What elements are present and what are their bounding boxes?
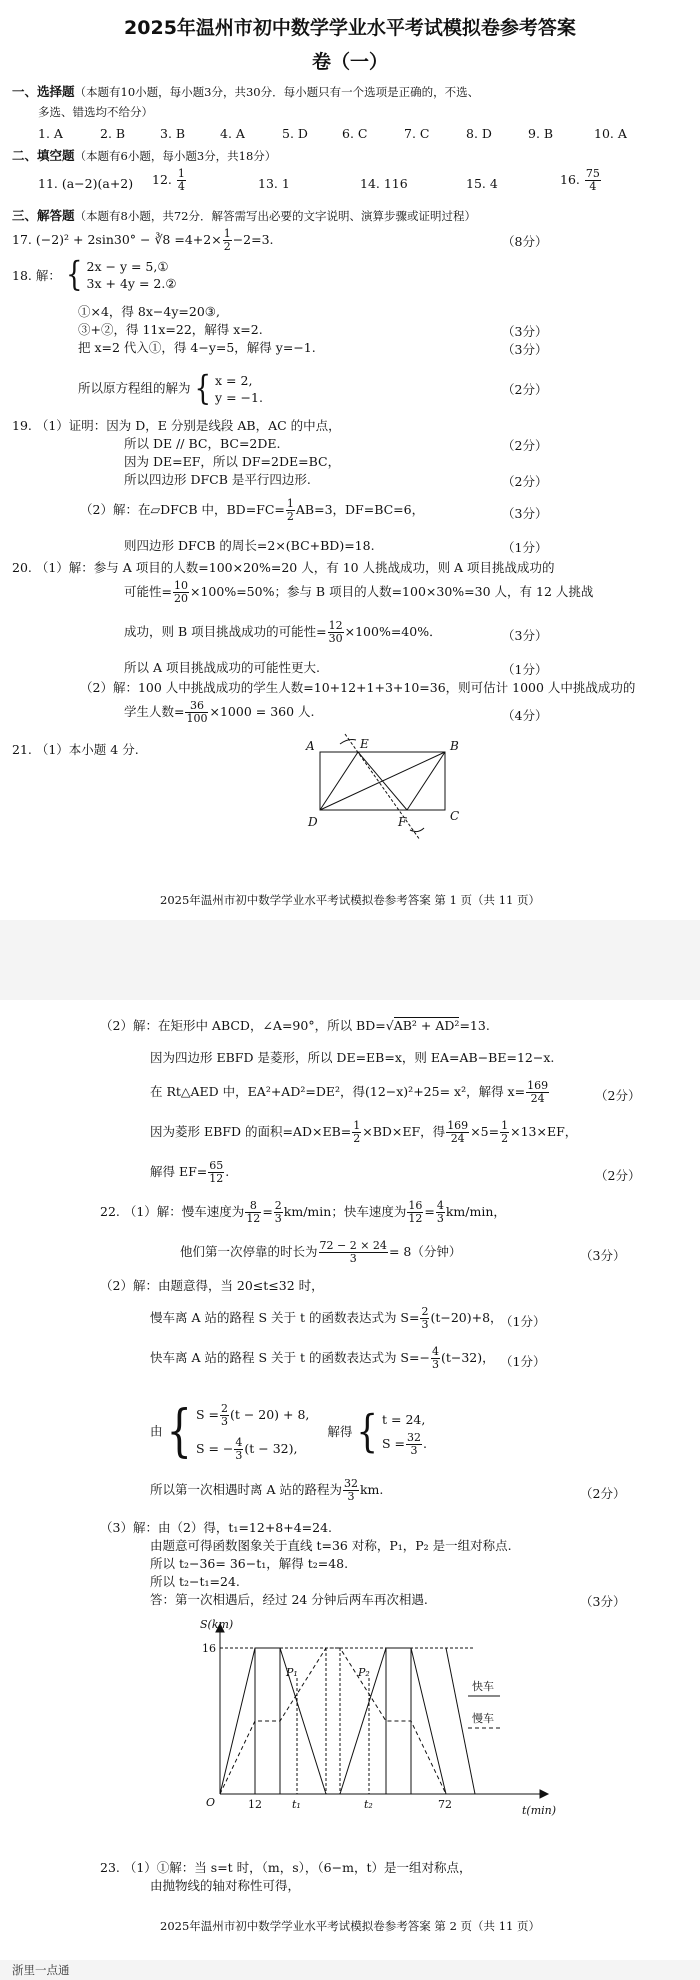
q22-text-end: = 8（分钟） [388, 1244, 462, 1259]
q21-text-end: ×13×EF， [510, 1124, 578, 1139]
page-footer: 2025年温州市初中数学学业水平考试模拟卷参考答案 第 1 页（共 11 页） [160, 893, 540, 907]
q22-part-2: （2）解：由题意得，当 20≤t≤32 时， [100, 1278, 324, 1293]
q21-text: ×5= [470, 1124, 500, 1139]
eq-lhs: S = [382, 1435, 406, 1451]
q21-part-2-step-5: 解得 EF= $\frac{65}{12}$ . [150, 1159, 230, 1185]
fraction [420, 1306, 429, 1331]
q22-text-end: (t−20)+8， [430, 1310, 503, 1325]
fraction [234, 1437, 243, 1462]
q18-step-2: ③+②，得 11x=22，解得 x=2. [78, 322, 263, 337]
slow-train-line [220, 1648, 446, 1794]
fraction [223, 228, 232, 253]
numerator: 1 [177, 167, 185, 180]
q22-text: 由 [150, 1423, 163, 1439]
fraction [319, 1240, 388, 1265]
solution-stack [215, 372, 263, 406]
score-badge: （3分） [580, 1594, 626, 1609]
numerator: 75 [585, 167, 600, 180]
brace-icon: { [194, 369, 212, 409]
numerator: 65 [209, 1159, 224, 1172]
q21-part-2-step-3 [150, 1080, 550, 1105]
q22-text: 所以第一次相遇时离 A 站的路程为 [150, 1482, 342, 1497]
brace-icon: { [356, 1406, 379, 1458]
denominator: 4 [177, 180, 185, 193]
fill-number: 12. [152, 172, 172, 187]
eq-lhs: S = − [195, 1441, 234, 1456]
fraction [500, 1120, 509, 1145]
q22-answer: 答：第一次相遇后，经过 24 分钟后两车再次相遇. [150, 1592, 428, 1607]
q20-text: 成功，则 B 项目挑战成功的可能性= [124, 624, 327, 639]
score-badge: （3分） [502, 324, 548, 339]
q21-text: 解得 EF= [150, 1164, 208, 1179]
score-badge: （1分） [500, 1354, 546, 1369]
label-b: B [450, 739, 459, 753]
perpendicular-bisector [345, 734, 420, 840]
q18-step-1: ①×4，得 8x−4y=20③, [78, 304, 220, 319]
section-3-desc: （本题有8小题，共72分．解答需写出必要的文字说明、演算步骤或证明过程） [74, 209, 476, 223]
q19-text: （2）解：在▱DFCB 中，BD=FC= [80, 502, 285, 517]
numerator: 10 [173, 579, 188, 592]
eq-lhs: S = [195, 1407, 219, 1422]
section-2-header [12, 148, 276, 164]
q18-step-4 [78, 369, 263, 409]
x-tick-72: 72 [438, 1798, 452, 1811]
denominator: 24 [530, 1092, 545, 1105]
q20-step-2 [124, 580, 593, 605]
q19-step-3: 因为 DE=EF，所以 DF=2DE=BC， [124, 454, 341, 469]
sqrt-icon: √ [385, 1018, 394, 1033]
numerator: 72 − 2 × 24 [319, 1239, 387, 1252]
q22-text: 他们第一次停靠的时长为 [180, 1244, 318, 1259]
fraction [446, 1120, 469, 1145]
mc-answer: 3. B [160, 126, 186, 141]
q20-text-end: ×100%=50%；参与 B 项目的人数=100×30%=30 人，有 12 人挑战 [189, 584, 594, 599]
denominator: 12 [408, 1212, 423, 1225]
numerator: 32 [407, 1430, 422, 1444]
q17-text-end: −2=3. [232, 232, 274, 247]
numerator: 1 [223, 227, 231, 240]
score-badge: （4分） [502, 708, 548, 723]
legend-fast-label: 快车 [472, 1680, 494, 1693]
q22-text-end: km/min， [445, 1204, 506, 1219]
fraction [585, 168, 601, 193]
result: t = 24, [382, 1411, 426, 1427]
numerator: 2 [274, 1199, 282, 1212]
segment-ef [358, 752, 407, 810]
q21-part-2-step-1 [100, 1018, 490, 1034]
y-axis-label: S(km) [200, 1618, 234, 1631]
equation: 2x − y = 5,① [86, 259, 169, 274]
fraction [274, 1200, 283, 1225]
denominator: 3 [220, 1415, 228, 1428]
page-subtitle: 卷（一） [311, 51, 388, 73]
q22-text: 解得 [327, 1423, 353, 1439]
score-badge: （3分） [502, 506, 548, 521]
q20-step-1: 20. （1）解：参与 A 项目的人数=100×20%=20 人，有 10 人挑战成功，则 A 项目挑战成功的 [12, 560, 555, 575]
equation: 3x + 4y = 2.② [86, 276, 177, 291]
score-badge: （3分） [502, 342, 548, 357]
denominator: 20 [173, 592, 188, 605]
q19-step-2: 所以 DE // BC，BC=2DE. [124, 436, 281, 451]
q18-system [66, 255, 177, 295]
result: S = $\frac{32}{3}$ . [382, 1430, 428, 1457]
arc-mark [340, 740, 356, 745]
label-c: C [450, 809, 460, 823]
score-badge: （2分） [580, 1486, 626, 1501]
fast-train-line [220, 1648, 446, 1794]
section-1-desc-2: 多选、错选均不给分） [38, 105, 153, 119]
score-badge: （2分） [502, 438, 548, 453]
score-badge: （2分） [502, 474, 548, 489]
numerator: 4 [235, 1436, 243, 1449]
score-badge: （3分） [580, 1248, 626, 1263]
fraction [343, 1478, 359, 1503]
q20-text: 可能性= [124, 584, 172, 599]
numerator: 1 [353, 1119, 361, 1132]
q22-slow-expression [150, 1306, 503, 1331]
q22-text: 22. （1）解：慢车速度为 [100, 1204, 245, 1219]
answer-page-2 [0, 1000, 700, 1960]
fill-number: 16. [560, 172, 580, 187]
result-stack [382, 1408, 427, 1457]
origin-label: O [206, 1796, 216, 1809]
fraction [245, 1200, 261, 1225]
q22-text-end: km. [359, 1482, 384, 1497]
point-p2-label: P₂ [358, 1666, 370, 1679]
eq-rhs: (t − 32), [244, 1441, 298, 1456]
q19-text-end: AB=3，DF=BC=6， [295, 502, 425, 517]
denominator: 12 [246, 1212, 261, 1225]
q22-text: km/min；快车速度为 [283, 1204, 407, 1219]
score-badge: （2分） [595, 1168, 641, 1183]
equation-stack [87, 258, 177, 292]
q20-step-6 [124, 700, 315, 725]
numerator: 16 [408, 1199, 423, 1212]
q19-step-6: 则四边形 DFCB 的周长=2×(BC+BD)=18. [124, 538, 375, 553]
q22-part-3-step-2: 由题意可得函数图象关于直线 t=36 对称，P₁，P₂ 是一组对称点. [150, 1538, 512, 1553]
q21-text-end: =13. [459, 1018, 490, 1033]
label-e: E [360, 737, 369, 751]
numerator: 1 [286, 497, 294, 510]
q18-step-3: 把 x=2 代入①，得 4−y=5，解得 y=−1. [78, 340, 316, 355]
section-3-title: 三、解答题 [12, 208, 75, 223]
q21-intro: 21. （1）本小题 4 分. [12, 742, 139, 757]
fill-answer-13: 13. 1 [258, 176, 290, 191]
equation [196, 1432, 309, 1466]
x-tick-t1: t₁ [292, 1798, 301, 1811]
section-2-title: 二、填空题 [12, 148, 75, 163]
mc-answer: 2. B [100, 126, 126, 141]
q20-text: 学生人数= [124, 704, 185, 719]
mc-answer: 10. A [594, 126, 627, 141]
denominator: 3 [235, 1449, 243, 1462]
q22-part-3-step-4: 所以 t₂−t₁=24. [150, 1574, 240, 1589]
fill-answer-12 [152, 168, 187, 193]
numerator: 2 [421, 1305, 429, 1318]
denominator: 2 [501, 1132, 509, 1145]
answer-page-1 [0, 0, 700, 920]
point-p1-label: P₁ [286, 1666, 298, 1679]
q21-text: 在 Rt△AED 中，EA²+AD²=DE²，得(12−x)²+25= x²，解得 x= [150, 1084, 526, 1099]
q21-text: 因为菱形 EBFD 的面积=AD×EB= [150, 1124, 352, 1139]
fraction [208, 1160, 224, 1185]
q23-step-2: 由抛物线的轴对称性可得， [150, 1878, 301, 1893]
numerator: 4 [436, 1199, 444, 1212]
denominator: 24 [450, 1132, 465, 1145]
solution: y = −1. [215, 390, 263, 405]
denominator: 3 [421, 1318, 429, 1331]
q20-step-4: 所以 A 项目挑战成功的可能性更大. [124, 660, 320, 675]
section-1-header [12, 84, 479, 100]
rectangle-construction-diagram [300, 730, 470, 860]
denominator: 3 [431, 1358, 439, 1371]
fraction [177, 168, 186, 193]
x-axis-label: t(min) [522, 1804, 557, 1817]
denominator: 3 [349, 1252, 357, 1265]
denominator: 3 [410, 1443, 418, 1457]
mc-answer: 6. C [342, 126, 368, 141]
label-f: F [398, 815, 407, 829]
mc-answer: 1. A [38, 126, 63, 141]
fraction [352, 1120, 361, 1145]
page-title: 2025年温州市初中数学学业水平考试模拟卷参考答案 [124, 17, 576, 39]
fraction [328, 620, 344, 645]
radicand: AB² + AD² [393, 1018, 460, 1033]
page-footer: 2025年温州市初中数学学业水平考试模拟卷参考答案 第 2 页（共 11 页） [160, 1919, 540, 1933]
distance-time-graph [200, 1618, 560, 1818]
fraction [436, 1200, 445, 1225]
q20-text-end: ×100%=40%． [344, 624, 442, 639]
denominator: 3 [436, 1212, 444, 1225]
numerator: 1 [501, 1119, 509, 1132]
q18-conclusion: 所以原方程组的解为 [78, 380, 191, 396]
q17-solution [12, 228, 274, 253]
fraction [173, 580, 189, 605]
score-badge: （3分） [502, 628, 548, 643]
denominator: 2 [353, 1132, 361, 1145]
eq-rhs: (t − 20) + 8, [229, 1407, 310, 1422]
q20-text-end: ×1000 = 360 人. [209, 704, 315, 719]
brace-icon: { [166, 1399, 192, 1465]
section-1-desc: （本题有10小题，每小题3分，共30分．每小题只有一个选项是正确的，不选、 [74, 85, 480, 99]
x-tick-12: 12 [248, 1798, 262, 1811]
fraction [185, 700, 208, 725]
q22-system [150, 1398, 427, 1466]
y-tick-16: 16 [202, 1642, 216, 1655]
brace-icon: { [66, 255, 83, 295]
denominator: 2 [286, 510, 294, 523]
denominator: 3 [274, 1212, 282, 1225]
q22-text: 快车离 A 站的路程 S 关于 t 的函数表达式为 S=− [150, 1350, 430, 1365]
numerator: 4 [431, 1345, 439, 1358]
score-badge: （1分） [502, 540, 548, 555]
fill-answer-15: 15. 4 [466, 176, 498, 191]
mc-answer: 4. A [220, 126, 245, 141]
numerator: 8 [245, 1200, 261, 1213]
numerator: 169 [447, 1119, 469, 1132]
fraction [220, 1403, 229, 1428]
q17-text: 17. (−2)² + 2sin30° − ∛8 =4+2× [12, 232, 222, 247]
score-badge: （1分） [500, 1314, 546, 1329]
numerator: 169 [527, 1079, 549, 1092]
section-2-desc: （本题有6小题，每小题3分，共18分） [74, 149, 277, 163]
q19-part-2 [80, 498, 424, 523]
fill-answer-16 [560, 168, 602, 193]
q20-step-3 [124, 620, 442, 645]
q22-text: 慢车离 A 站的路程 S 关于 t 的函数表达式为 S= [150, 1310, 420, 1325]
denominator: 3 [347, 1490, 355, 1503]
denominator: 2 [223, 240, 231, 253]
solution: x = 2, [215, 373, 253, 388]
fraction [406, 1432, 422, 1457]
q19-step-1: 19. （1）证明：因为 D，E 分别是线段 AB，AC 的中点， [12, 418, 341, 433]
q22-part-1-step-2 [180, 1240, 461, 1265]
q19-step-4: 所以四边形 DFCB 是平行四边形. [124, 472, 311, 487]
q22-part-1 [100, 1200, 506, 1225]
denominator: 4 [589, 180, 597, 193]
score-badge: （2分） [502, 382, 548, 397]
q22-text: = [424, 1204, 435, 1219]
denominator: 100 [186, 712, 208, 725]
numerator: 32 [343, 1477, 358, 1490]
q21-part-2-step-2: 因为四边形 EBFD 是菱形，所以 DE=EB=x，则 EA=AB−BE=12−x. [150, 1050, 555, 1065]
q22-part-3-step-3: 所以 t₂−36= 36−t₁，解得 t₂=48. [150, 1556, 349, 1571]
mc-answer: 9. B [528, 126, 554, 141]
q21-text: （2）解：在矩形中 ABCD，∠A=90°，所以 BD= [100, 1018, 386, 1033]
q23-step-1: 23. （1）①解：当 s=t 时，（m，s），（6−m，t）是一组对称点， [100, 1860, 472, 1875]
q22-text: = [262, 1204, 273, 1219]
closing-edge [446, 1648, 475, 1794]
equation-stack [196, 1398, 309, 1466]
q22-text-end: (t−32)， [440, 1350, 495, 1365]
x-axis-arrow-icon [540, 1790, 548, 1798]
q21-text: ×BD×EF，得 [362, 1124, 446, 1139]
q20-step-5: （2）解：100 人中挑战成功的学生人数=10+12+1+3+10=36，则可估计 1000 人中挑战成功的 [80, 680, 636, 695]
denominator: 30 [328, 632, 343, 645]
legend-slow-label: 慢车 [472, 1712, 494, 1725]
numerator: 12 [328, 619, 343, 632]
fraction [407, 1200, 423, 1225]
section-3-header [12, 208, 476, 224]
x-tick-t2: t₂ [364, 1798, 373, 1811]
equation [196, 1398, 309, 1432]
fraction [286, 498, 295, 523]
fill-answer-11: 11. (a−2)(a+2) [38, 176, 134, 191]
fraction [431, 1346, 440, 1371]
q22-fast-expression [150, 1346, 495, 1371]
score-badge: （2分） [595, 1088, 641, 1103]
mc-answer: 8. D [466, 126, 492, 141]
q18-label: 18. 解： [12, 268, 61, 283]
q22-meet-distance [150, 1478, 383, 1503]
q21-part-2-step-4 [150, 1120, 577, 1145]
label-d: D [308, 815, 318, 829]
numerator: 36 [185, 700, 208, 713]
watermark-text: 浙里一点通 [12, 1963, 70, 1977]
mc-answer: 5. D [282, 126, 308, 141]
numerator: 2 [220, 1402, 228, 1415]
section-1-title: 一、选择题 [12, 84, 75, 99]
mc-answer: 7. C [404, 126, 430, 141]
score-badge: （1分） [502, 662, 548, 677]
label-a: A [306, 739, 315, 753]
fill-answer-14: 14. 116 [360, 176, 408, 191]
denominator: 12 [209, 1172, 224, 1185]
q22-part-3: （3）解：由（2）得，t₁=12+8+4=24. [100, 1520, 333, 1535]
score-badge: （8分） [502, 234, 548, 249]
fraction [526, 1080, 549, 1105]
